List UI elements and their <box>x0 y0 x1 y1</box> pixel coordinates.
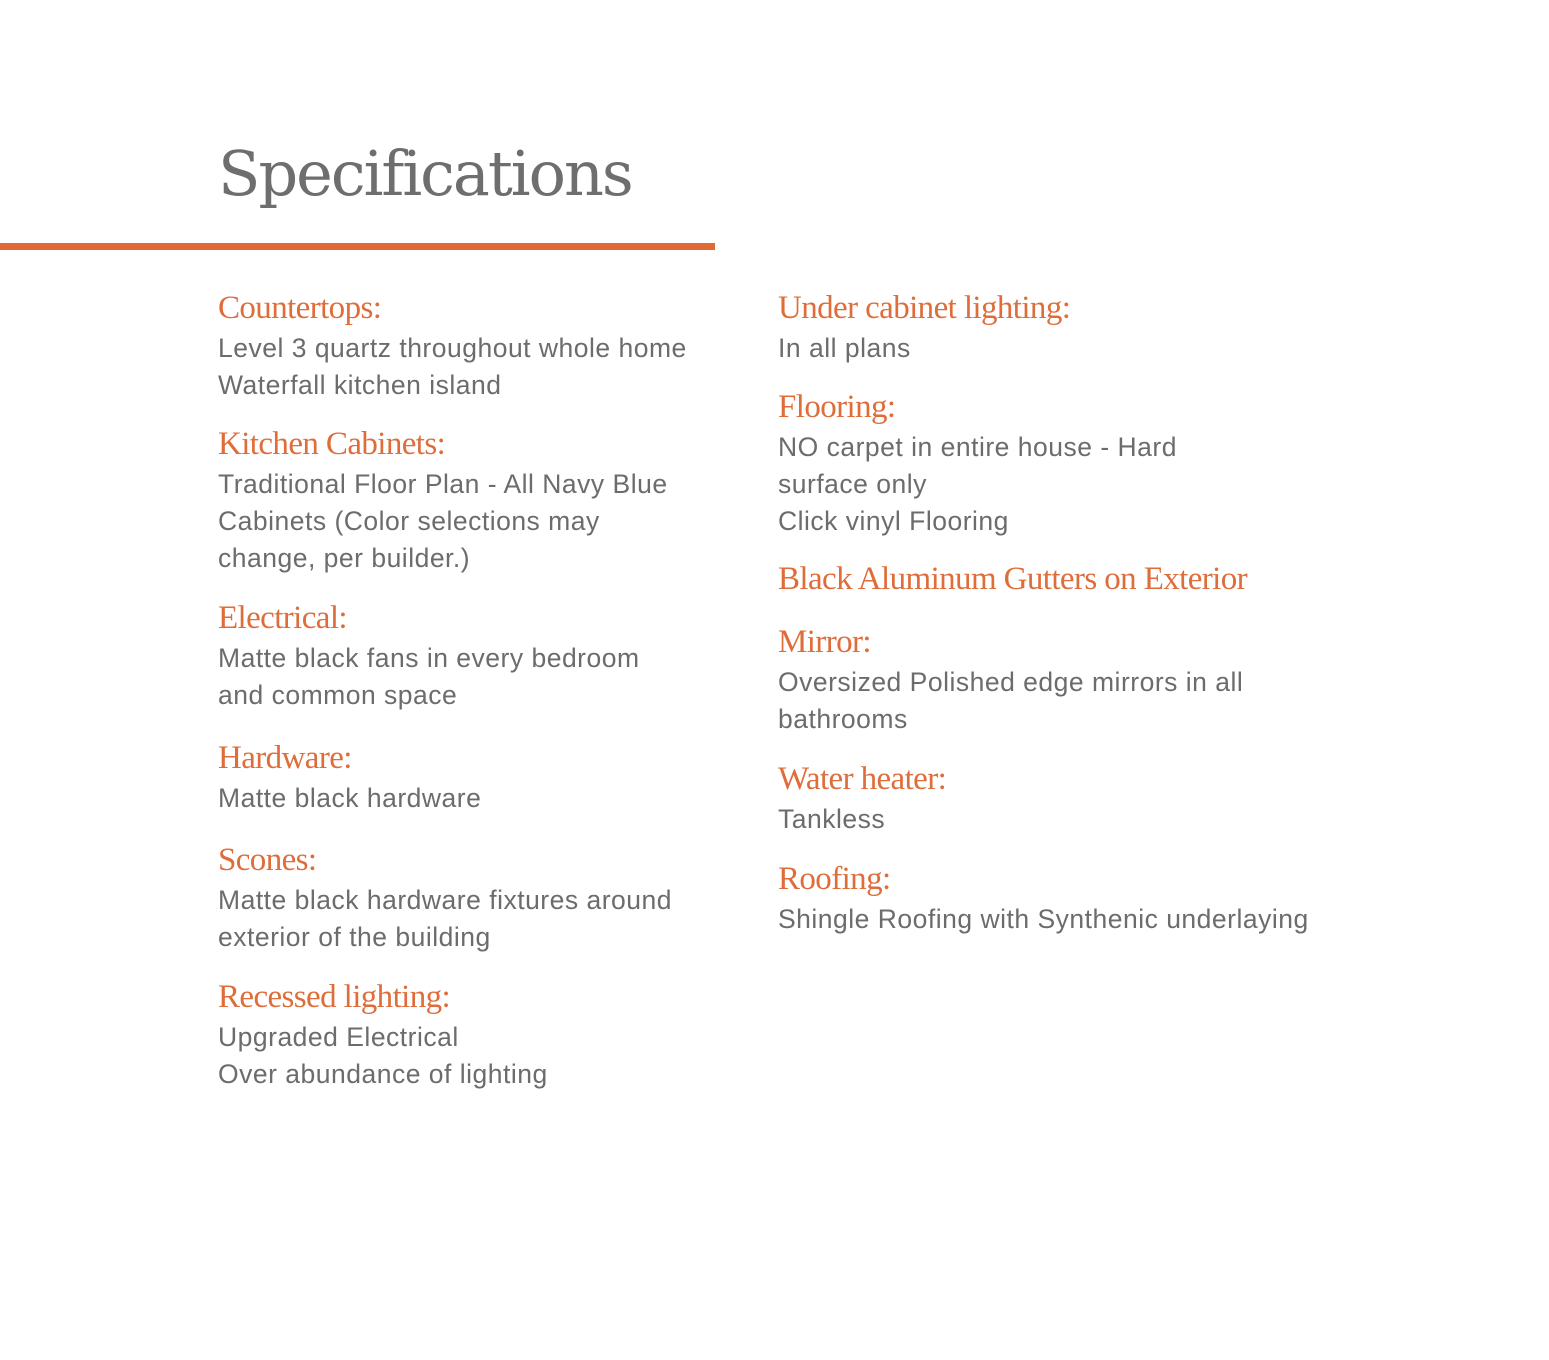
spec-line: Level 3 quartz throughout whole home <box>218 333 687 363</box>
spec-heading: Recessed lighting: <box>218 979 451 1015</box>
spec-section-electrical <box>218 596 748 714</box>
spec-heading: Water heater: <box>778 761 947 797</box>
spec-heading: Flooring: <box>778 389 896 425</box>
spec-section-roofing <box>778 857 1378 938</box>
spec-line: NO carpet in entire house - Hard <box>778 432 1177 462</box>
spec-heading: Black Aluminum Gutters on Exterior <box>778 561 1248 597</box>
spec-section-gutters <box>778 557 1378 601</box>
title-underline <box>0 243 715 250</box>
spec-line: Waterfall kitchen island <box>218 370 502 400</box>
page-title: Specifications <box>218 137 632 210</box>
spec-heading: Countertops: <box>218 290 382 326</box>
spec-section-countertops <box>218 286 748 404</box>
spec-line: Oversized Polished edge mirrors in all <box>778 667 1244 697</box>
spec-section-scones <box>218 838 748 956</box>
spec-line: Cabinets (Color selections may <box>218 506 600 536</box>
spec-line: change, per builder.) <box>218 543 471 573</box>
spec-line: surface only <box>778 469 927 499</box>
spec-line: Over abundance of lighting <box>218 1059 548 1089</box>
spec-line: Matte black hardware fixtures around <box>218 885 672 915</box>
left-column <box>218 286 748 1093</box>
spec-section-water-heater <box>778 757 1378 838</box>
spec-section-recessed-lighting <box>218 975 748 1093</box>
spec-line: In all plans <box>778 333 911 363</box>
spec-heading: Electrical: <box>218 600 347 636</box>
spec-line: Matte black fans in every bedroom <box>218 643 640 673</box>
spec-section-under-cabinet-lighting <box>778 286 1378 367</box>
spec-line: Upgraded Electrical <box>218 1022 459 1052</box>
spec-section-mirror <box>778 620 1378 738</box>
spec-section-flooring <box>778 385 1378 540</box>
spec-line: Matte black hardware <box>218 783 482 813</box>
spec-heading: Mirror: <box>778 624 871 660</box>
right-column <box>778 286 1378 938</box>
spec-line: exterior of the building <box>218 922 491 952</box>
spec-line: Tankless <box>778 804 886 834</box>
spec-section-kitchen-cabinets <box>218 422 748 577</box>
spec-section-hardware <box>218 736 748 817</box>
spec-line: bathrooms <box>778 704 908 734</box>
spec-line: Shingle Roofing with Synthenic underlaying <box>778 904 1309 934</box>
spec-line: and common space <box>218 680 458 710</box>
spec-line: Traditional Floor Plan - All Navy Blue <box>218 469 668 499</box>
spec-line: Click vinyl Flooring <box>778 506 1009 536</box>
spec-heading: Scones: <box>218 842 317 878</box>
spec-heading: Under cabinet lighting: <box>778 290 1071 326</box>
spec-heading: Roofing: <box>778 861 891 897</box>
spec-heading: Hardware: <box>218 740 352 776</box>
spec-heading: Kitchen Cabinets: <box>218 426 446 462</box>
